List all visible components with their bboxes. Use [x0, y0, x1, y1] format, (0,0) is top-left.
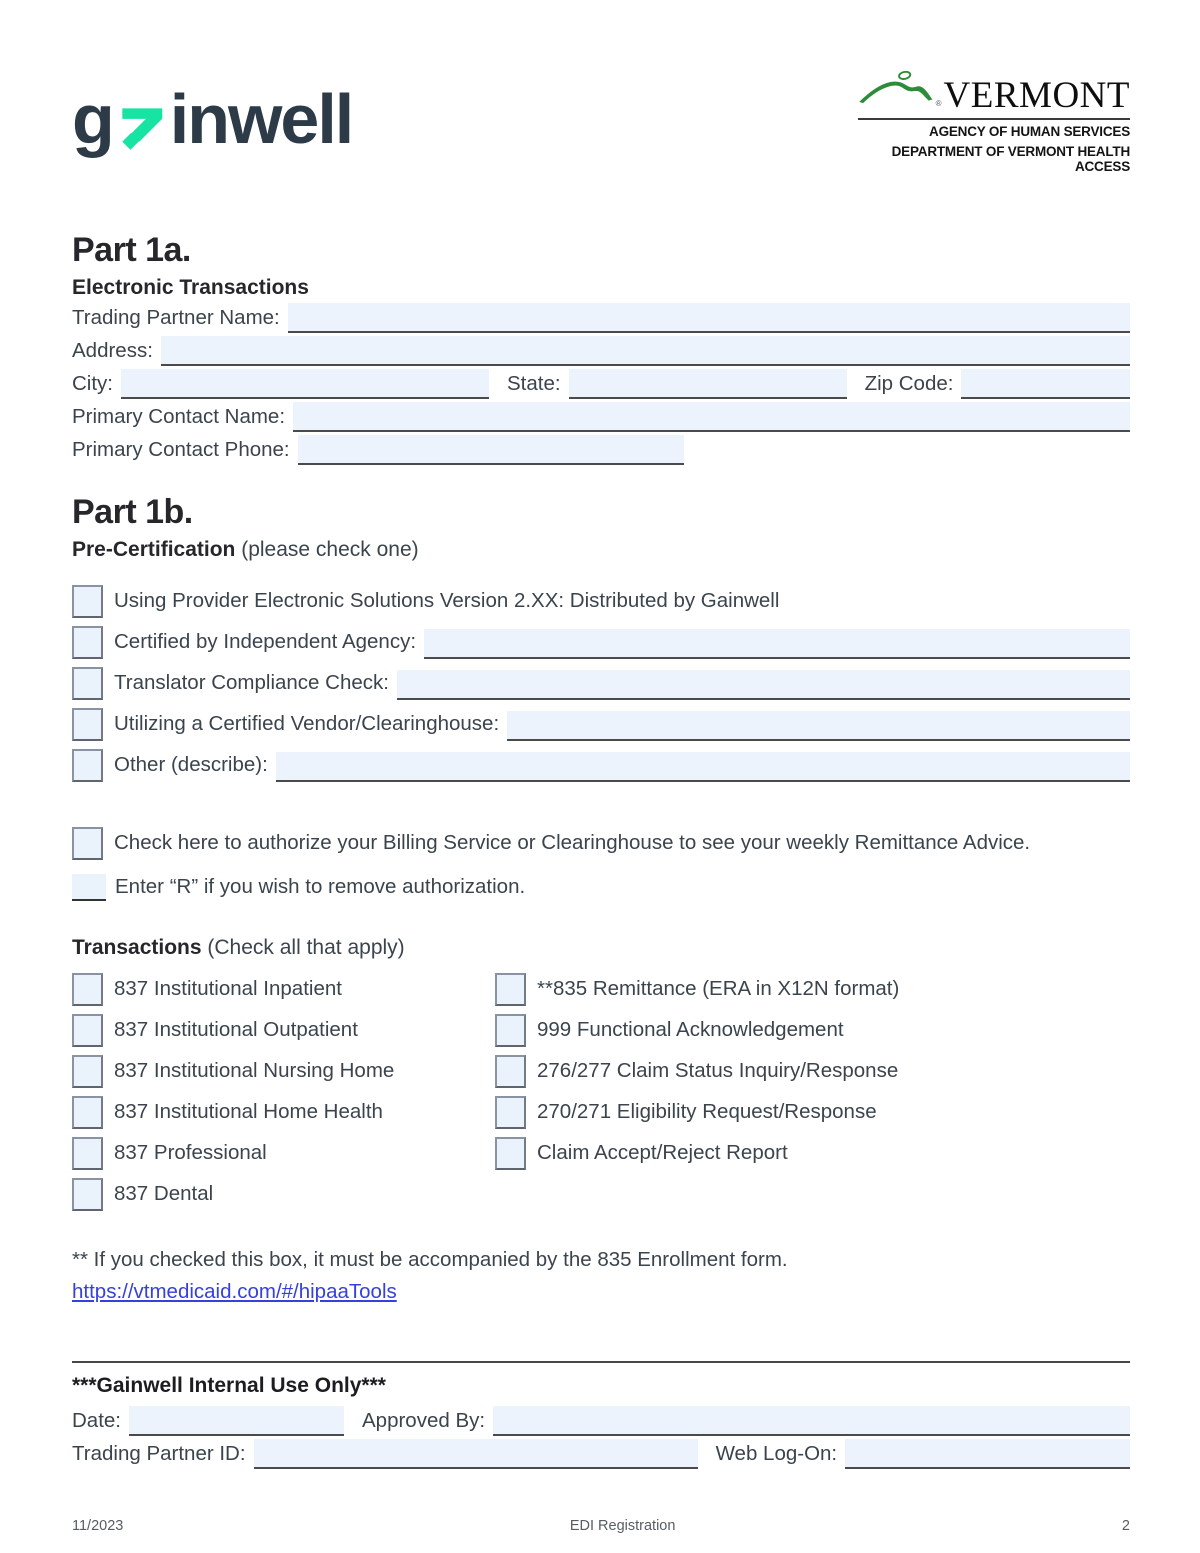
primary-contact-name-label: Primary Contact Name:: [72, 404, 286, 428]
vermont-mountain-icon: [858, 62, 934, 114]
footer-page-number: 2: [1121, 1518, 1130, 1534]
checkbox-837-dental[interactable]: [72, 1178, 103, 1211]
trading-partner-name-row: [72, 300, 1130, 333]
transaction-row: [72, 1133, 495, 1174]
zip-code-input[interactable]: [961, 369, 1130, 399]
remove-authorization-label: Enter “R” if you wish to remove authorization.: [115, 874, 526, 898]
approved-by-input[interactable]: [493, 1406, 1130, 1436]
checkbox-other[interactable]: [72, 749, 103, 782]
city-state-zip-row: [72, 366, 1130, 399]
gainwell-arrow-icon: [115, 101, 167, 153]
primary-contact-name-row: [72, 399, 1130, 432]
transactions-column-left: [72, 969, 495, 1215]
checkbox-independent-agency[interactable]: [72, 626, 103, 659]
gainwell-logo-text-g: g: [72, 80, 113, 158]
address-input[interactable]: [161, 336, 1130, 366]
checkbox-837-institutional-home-health[interactable]: [72, 1096, 103, 1129]
checkbox-837-professional[interactable]: [72, 1137, 103, 1170]
authorization-label: Check here to authorize your Billing Service or Clearinghouse to see your weekly Remittance Advice.: [114, 831, 1031, 855]
remove-authorization-row: [72, 871, 1130, 901]
checkbox-999-functional-acknowledgement[interactable]: [495, 1014, 526, 1047]
transaction-row: [495, 1092, 1130, 1133]
checkbox-provider-electronic-solutions[interactable]: [72, 585, 103, 618]
transaction-row: [72, 1174, 495, 1215]
footnote-835: ** If you checked this box, it must be accompanied by the 835 Enrollment form.: [72, 1247, 788, 1271]
vermont-logo-rule: [858, 118, 1130, 120]
transaction-row: [72, 969, 495, 1010]
certified-vendor-input[interactable]: [507, 711, 1130, 741]
checkbox-835-remittance[interactable]: [495, 973, 526, 1006]
transaction-label: 837 Institutional Outpatient: [114, 1018, 358, 1042]
precert-option-other-label: Other (describe):: [114, 752, 268, 776]
transaction-label: 276/277 Claim Status Inquiry/Response: [537, 1059, 899, 1083]
transaction-label: 999 Functional Acknowledgement: [537, 1018, 844, 1042]
precert-options: [72, 577, 1130, 782]
approved-by-label: Approved By:: [362, 1408, 486, 1432]
internal-use-title: ***Gainwell Internal Use Only***: [72, 1373, 386, 1397]
hipaa-tools-link[interactable]: https://vtmedicaid.com/#/hipaaTools: [72, 1279, 397, 1303]
trading-partner-name-label: Trading Partner Name:: [72, 305, 280, 329]
precert-option-vendor-label: Utilizing a Certified Vendor/Clearinghouse:: [114, 711, 500, 735]
transaction-label: Claim Accept/Reject Report: [537, 1141, 788, 1165]
city-input[interactable]: [121, 369, 489, 399]
transaction-row: [495, 969, 1130, 1010]
checkbox-claim-accept-reject[interactable]: [495, 1137, 526, 1170]
zip-code-label: Zip Code:: [864, 371, 954, 395]
translator-compliance-input[interactable]: [397, 670, 1130, 700]
precert-option-translator: [72, 659, 1130, 700]
precert-option-independent-agency: [72, 618, 1130, 659]
part1a-subtitle: Electronic Transactions: [72, 275, 309, 299]
trading-partner-id-label: Trading Partner ID:: [72, 1441, 246, 1465]
footer-document-title: EDI Registration: [569, 1518, 676, 1534]
checkbox-270-271-eligibility[interactable]: [495, 1096, 526, 1129]
transaction-row: [72, 1092, 495, 1133]
transaction-label: 837 Dental: [114, 1182, 214, 1206]
transaction-label: **835 Remittance (ERA in X12N format): [537, 977, 900, 1001]
transactions-heading-rest: (Check all that apply): [201, 935, 405, 959]
transaction-label: 837 Professional: [114, 1141, 267, 1165]
form-body: [0, 230, 1200, 1469]
trading-partner-name-input[interactable]: [288, 303, 1130, 333]
independent-agency-input[interactable]: [424, 629, 1130, 659]
transaction-label: 837 Institutional Nursing Home: [114, 1059, 395, 1083]
transactions-grid: [72, 969, 1130, 1215]
tpid-weblogon-row: [72, 1436, 1130, 1469]
transaction-row: [72, 1051, 495, 1092]
internal-use-divider: [72, 1361, 1130, 1363]
checkbox-837-institutional-outpatient[interactable]: [72, 1014, 103, 1047]
precert-option-pes: [72, 577, 1130, 618]
page-header: [0, 0, 1200, 175]
part1a-title: Part 1a.: [72, 230, 191, 269]
transactions-heading: [72, 936, 1130, 960]
primary-contact-phone-label: Primary Contact Phone:: [72, 437, 290, 461]
web-logon-input[interactable]: [845, 1439, 1130, 1469]
precert-heading: [72, 538, 1130, 562]
primary-contact-phone-input[interactable]: [298, 435, 684, 465]
other-describe-input[interactable]: [276, 752, 1130, 782]
state-label: State:: [507, 371, 561, 395]
transactions-heading-bold: Transactions: [72, 935, 202, 959]
transaction-row: [495, 1010, 1130, 1051]
primary-contact-phone-row: [72, 432, 1130, 465]
date-label: Date:: [72, 1408, 121, 1432]
precert-option-vendor: [72, 700, 1130, 741]
footer-revision-date: 11/2023: [72, 1518, 124, 1534]
checkbox-authorize-billing-service[interactable]: [72, 827, 103, 860]
checkbox-837-institutional-nursing-home[interactable]: [72, 1055, 103, 1088]
checkbox-837-institutional-inpatient[interactable]: [72, 973, 103, 1006]
authorization-row: [72, 827, 1130, 860]
primary-contact-name-input[interactable]: [293, 402, 1130, 432]
checkbox-translator-compliance[interactable]: [72, 667, 103, 700]
precert-option-translator-label: Translator Compliance Check:: [114, 670, 389, 694]
registered-mark: ®: [935, 99, 942, 108]
precert-option-pes-label: Using Provider Electronic Solutions Version 2.XX: Distributed by Gainwell: [114, 588, 780, 612]
internal-use-rows: [72, 1403, 1130, 1469]
state-input[interactable]: [569, 369, 847, 399]
gainwell-logo-text-rest: inwell: [169, 80, 353, 158]
date-input[interactable]: [129, 1406, 344, 1436]
transaction-label: 837 Institutional Home Health: [114, 1100, 383, 1124]
remove-authorization-input[interactable]: [72, 874, 106, 901]
date-approved-row: [72, 1403, 1130, 1436]
trading-partner-id-input[interactable]: [254, 1439, 698, 1469]
vermont-agency-line: AGENCY OF HUMAN SERVICES: [929, 124, 1130, 139]
part1b-title: Part 1b.: [72, 492, 193, 531]
address-label: Address:: [72, 338, 153, 362]
precert-heading-rest: (please check one): [235, 537, 419, 561]
transaction-label: 270/271 Eligibility Request/Response: [537, 1100, 877, 1124]
address-row: [72, 333, 1130, 366]
precert-option-other: [72, 741, 1130, 782]
transaction-row: [495, 1051, 1130, 1092]
vermont-logo-block: [858, 62, 1130, 175]
transaction-row: [495, 1133, 1130, 1174]
city-label: City:: [72, 371, 113, 395]
precert-option-independent-agency-label: Certified by Independent Agency:: [114, 629, 417, 653]
vermont-department-line: DEPARTMENT OF VERMONT HEALTH ACCESS: [891, 143, 1130, 175]
transactions-column-right: [495, 969, 1130, 1215]
transaction-label: 837 Institutional Inpatient: [114, 977, 342, 1001]
precert-heading-bold: Pre-Certification: [72, 537, 236, 561]
gainwell-logo: [72, 80, 353, 158]
web-logon-label: Web Log-On:: [715, 1441, 838, 1465]
checkbox-276-277-claim-status[interactable]: [495, 1055, 526, 1088]
vermont-wordmark: VERMONT: [943, 75, 1130, 116]
transaction-row: [72, 1010, 495, 1051]
page-footer: [72, 1518, 1130, 1534]
checkbox-certified-vendor[interactable]: [72, 708, 103, 741]
